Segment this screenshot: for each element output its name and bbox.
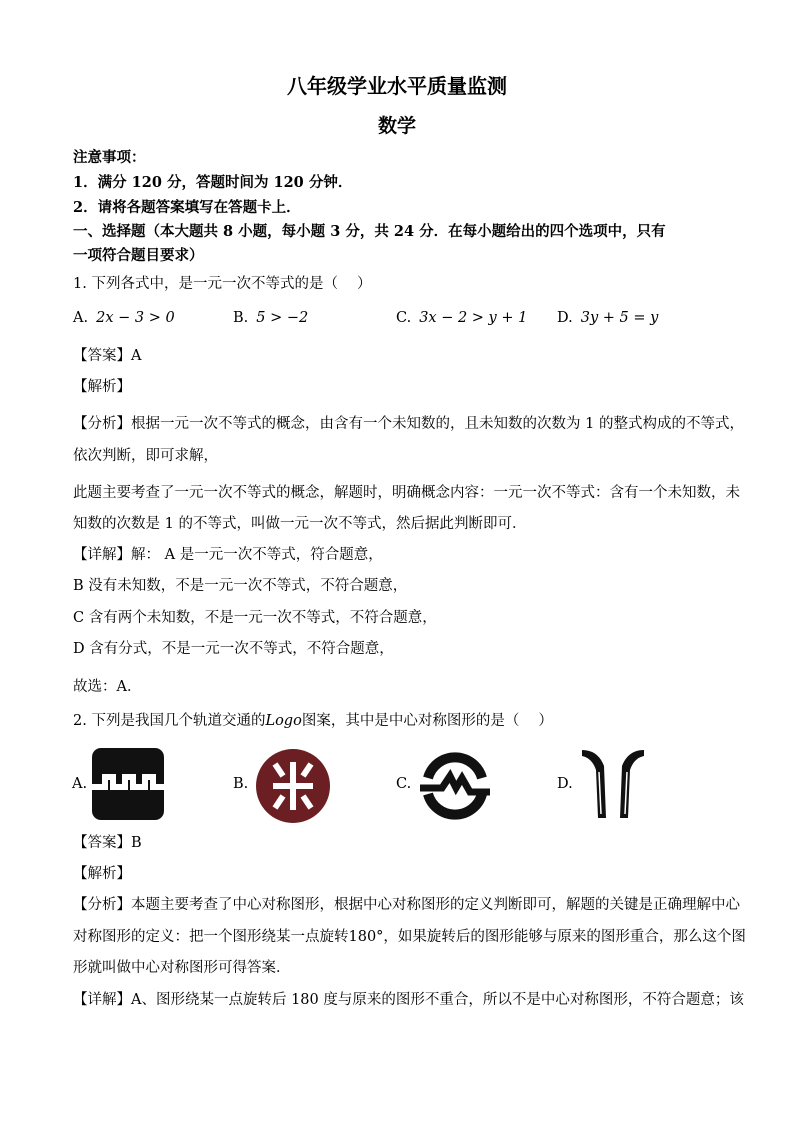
- q2-option-a-label: A.: [72, 776, 88, 792]
- notes-item-1: 1．满分 120 分，答题时间为 120 分钟．: [73, 174, 353, 191]
- option-label: D.: [557, 310, 573, 326]
- q2-analysis-tag: 【解析】: [73, 866, 131, 882]
- q2-analysis-line-3: 形就叫做中心对称图形可得答案．: [73, 960, 291, 976]
- q2-analysis-line-1: 【分析】本题主要考查了中心对称图形，根据中心对称图形的定义判断即可，解题的关键是正确理解中心: [73, 897, 740, 913]
- logo-d-icon: [578, 744, 648, 822]
- subject-title: 数学: [377, 115, 416, 137]
- option-expression: 5 > −2: [256, 310, 309, 326]
- q2-option-d-label: D.: [557, 776, 573, 792]
- q1-analysis-line-4: 知数的次数是 1 的不等式，叫做一元一次不等式，然后据此判断即可．: [73, 516, 527, 532]
- option-label: B.: [233, 310, 249, 326]
- logo-c-icon: [416, 748, 494, 822]
- q1-analysis-line-3: 此题主要考查了一元一次不等式的概念，解题时，明确概念内容：一元一次不等式：含有一个未知数，未: [73, 485, 740, 501]
- notes-item-2: 2．请将各题答案填写在答题卡上．: [73, 199, 301, 216]
- q1-detail-line-2: B 没有未知数，不是一元一次不等式，不符合题意，: [73, 578, 408, 594]
- logo-a-icon: [92, 748, 164, 820]
- option-expression: 3x − 2 > y + 1: [419, 310, 528, 326]
- q1-option-c: [396, 310, 527, 326]
- logo-b-icon: [255, 748, 331, 824]
- exam-title: 八年级学业水平质量监测: [287, 74, 507, 98]
- q1-option-d: [557, 310, 658, 326]
- q1-detail-line-4: D 含有分式，不是一元一次不等式，不符合题意，: [73, 641, 394, 657]
- question-1-stem: 1. 下列各式中，是一元一次不等式的是（ ）: [73, 276, 372, 292]
- option-expression: 3y + 5 = y: [580, 310, 659, 326]
- q1-option-b: [233, 310, 308, 326]
- q2-stem-pre: 2. 下列是我国几个轨道交通的: [73, 713, 266, 729]
- q2-option-c-label: C.: [396, 776, 412, 792]
- q2-stem-post: 图案，其中是中心对称图形的是（ ）: [301, 713, 553, 729]
- q1-analysis-tag: 【解析】: [73, 379, 131, 395]
- q2-stem-logo-word: Logo: [265, 713, 302, 729]
- q2-option-b-label: B.: [233, 776, 249, 792]
- q2-detail-line-1: 【详解】A、图形绕某一点旋转后 180 度与原来的图形不重合，所以不是中心对称图形，不符合题意；该: [73, 992, 744, 1008]
- q1-conclusion: 故选：A．: [73, 679, 142, 695]
- q1-detail-line-3: C 含有两个未知数，不是一元一次不等式，不符合题意，: [73, 610, 437, 626]
- q2-answer: 【答案】B: [73, 835, 142, 851]
- question-2-stem: [73, 711, 733, 731]
- q1-answer: 【答案】A: [73, 348, 142, 364]
- section-heading-line-1: 一、选择题（本大题共 8 小题，每小题 3 分，共 24 分．在每小题给出的四个选项中，只有: [73, 223, 666, 240]
- q1-analysis-line-1: 【分析】根据一元一次不等式的概念，由含有一个未知数的，且未知数的次数为 1 的整式构成的不等式，: [73, 416, 744, 432]
- q1-analysis-line-2: 依次判断，即可求解，: [73, 448, 218, 464]
- option-label: A.: [73, 310, 89, 326]
- q1-option-a: [73, 310, 175, 326]
- option-label: C.: [396, 310, 412, 326]
- q2-analysis-line-2: 对称图形的定义：把一个图形绕某一点旋转180°，如果旋转后的图形能够与原来的图形重合，那么这个图: [73, 929, 746, 945]
- q1-detail-line-1: 【详解】解： A 是一元一次不等式，符合题意，: [73, 547, 383, 563]
- option-expression: 2x − 3 > 0: [96, 310, 175, 326]
- section-heading-line-2: 一项符合题目要求）: [73, 247, 204, 264]
- notes-heading: 注意事项：: [73, 149, 146, 166]
